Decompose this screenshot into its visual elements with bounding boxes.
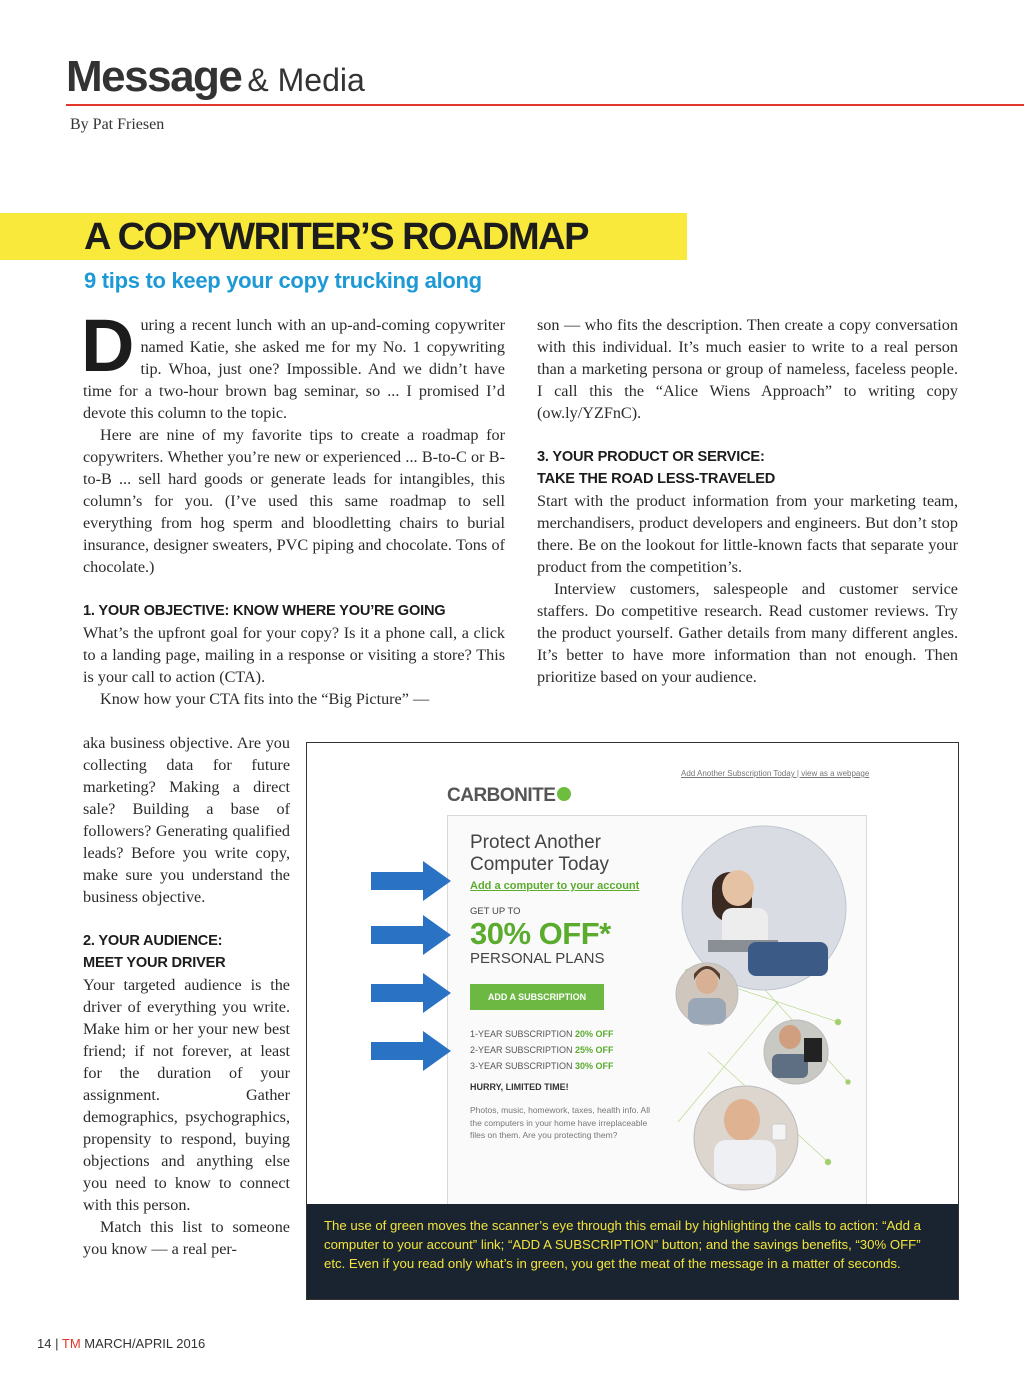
arrow-icon xyxy=(371,1031,451,1071)
subhead-objective: 1. YOUR OBJECTIVE: KNOW WHERE YOU’RE GOING xyxy=(83,603,446,619)
carbonite-logo: CARBONITE xyxy=(447,785,571,807)
arrow-icon xyxy=(371,861,451,901)
subscription-row: 3-YEAR SUBSCRIPTION 30% OFF xyxy=(470,1061,614,1071)
magazine-name: TM xyxy=(61,1336,81,1351)
paragraph: aka business objective. Are you collecting data for future marketing? Making a direct sale? Building a base of followers? Generating qualified leads? Before you write copy, make sure you understand the business objective. xyxy=(83,734,290,906)
email-promo-panel xyxy=(447,815,867,1215)
headline: A COPYWRITER’S ROADMAP xyxy=(84,216,588,258)
folio-separator: | xyxy=(55,1336,59,1351)
paragraph: Interview customers, salespeople and customer service staffers. Do competitive research. Read customer reviews. Try the product yourself. Gather details from many different angles. It’s better to have more information than not enough. Then prioritize based on your audience. xyxy=(537,580,958,686)
paragraph: What’s the upfront goal for your copy? Is it a phone call, a click to a landing page, mailing in a response or visiting a store? This is your call to action (CTA). xyxy=(83,624,505,686)
section-title: Message xyxy=(66,52,242,101)
paragraph: Match this list to someone you know — a real per- xyxy=(83,1218,290,1258)
figure-caption: The use of green moves the scanner’s eye through this email by highlighting the calls to action: “Add a computer to your account” link; “ADD A SUBSCRIPTION” button; and the savings benefits, “30% OFF” etc. Even if you read only what’s in green, you get the meat of the message in a matter of seconds. xyxy=(324,1218,921,1271)
photo-collage xyxy=(668,822,868,1212)
promo-plans: PERSONAL PLANS xyxy=(470,950,605,967)
section-header xyxy=(66,52,1024,108)
issue-date: MARCH/APRIL 2016 xyxy=(84,1336,206,1351)
promo-hurry: HURRY, LIMITED TIME! xyxy=(470,1082,569,1092)
subscription-list xyxy=(470,1026,614,1074)
subscription-row: 1-YEAR SUBSCRIPTION 20% OFF xyxy=(470,1029,614,1039)
byline: By Pat Friesen xyxy=(70,116,165,133)
arrow-icon xyxy=(371,915,451,955)
promo-discount: 30% OFF* xyxy=(470,916,611,951)
paragraph: Start with the product information from your marketing team, merchandisers, product developers and engineers. But don’t stop there. Be on the lookout for little-known facts that separate your product from the competition’s. xyxy=(537,492,958,576)
article-column-left xyxy=(81,304,505,710)
figure-caption-box xyxy=(307,1204,958,1299)
article-column-right xyxy=(537,314,958,688)
page-number: 14 xyxy=(37,1336,52,1351)
subheadline: 9 tips to keep your copy trucking along xyxy=(84,268,482,293)
paragraph: Know how your CTA fits into the “Big Picture” — xyxy=(100,690,430,708)
subhead-audience: 2. YOUR AUDIENCE: xyxy=(83,933,223,949)
subhead-product-2: TAKE THE ROAD LESS-TRAVELED xyxy=(537,471,776,487)
drop-cap: D xyxy=(81,304,135,387)
promo-fine-print: Photos, music, homework, taxes, health info. All the computers in your home have irreplaceable files on them. Are you protecting them? xyxy=(470,1105,651,1140)
arrow-icon xyxy=(371,973,451,1013)
page-folio xyxy=(37,1336,205,1351)
intro-paragraph: During a recent lunch with an up-and-coming copywriter named Katie, she asked me for my No. 1 copywriting tip. Whoa, just one? Impossible. And we didn’t have time for a two-hour brown bag seminar, so ... I promised I’d devote this column to the topic. xyxy=(81,304,505,422)
email-top-links: Add Another Subscription Today | view as a webpage xyxy=(681,769,870,778)
promo-title: Protect Another Computer Today xyxy=(470,832,610,875)
article-column-narrow xyxy=(83,732,290,1260)
add-subscription-button: ADD A SUBSCRIPTION xyxy=(470,984,604,1010)
promo-get-up-to: GET UP TO xyxy=(470,906,521,917)
paragraph: son — who fits the description. Then create a copy conversation with this individual. It’s much easier to write to a real person than a marketing persona or group of nameless, faceless people. I call this the “Alice Wiens Approach” to writing copy (ow.ly/YZFnC). xyxy=(537,316,958,422)
paragraph: Your targeted audience is the driver of everything you write. Make him or her your new best friend; if not forever, at least for the duration of your assignment. Gather demographics, psychographics, propensity to respond, buying objections and anything else you need to know to connect with this person. xyxy=(83,976,290,1214)
subhead-audience-2: MEET YOUR DRIVER xyxy=(83,955,226,971)
header-rule xyxy=(66,104,1024,106)
email-example-figure xyxy=(306,742,959,1300)
logo-dot-icon xyxy=(557,787,571,801)
promo-link: Add a computer to your account xyxy=(470,880,640,892)
subhead-product: 3. YOUR PRODUCT OR SERVICE: xyxy=(537,449,765,465)
section-subtitle: & Media xyxy=(247,62,365,98)
subscription-row: 2-YEAR SUBSCRIPTION 25% OFF xyxy=(470,1045,614,1055)
paragraph: Here are nine of my favorite tips to create a roadmap for copywriters. Whether you’re new or experienced ... B-to-C or B-to-B ... sell hard goods or generate leads for intangibles, this column’s for you. (I’ve used this same roadmap to sell everything from hog sperm and bloodletting chairs to burial insurance, designer sweaters, PVC piping and chocolate. Tons of chocolate.) xyxy=(83,426,505,576)
